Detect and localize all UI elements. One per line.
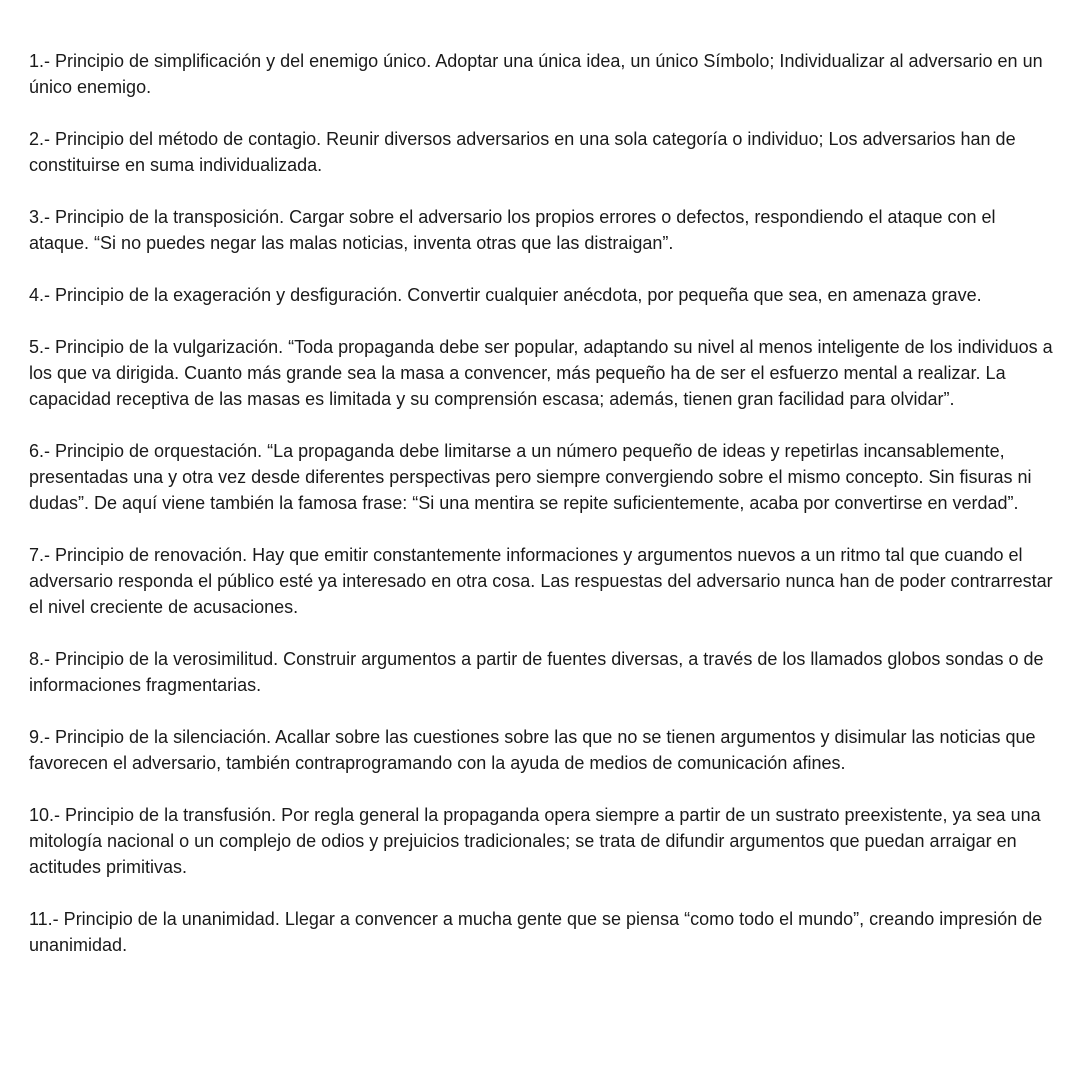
principle-8: 8.- Principio de la verosimilitud. Construir argumentos a partir de fuentes diversas, a través de los llamados globos sondas o de informaciones fragmentarias. [29, 649, 1044, 695]
principle-2: 2.- Principio del método de contagio. Reunir diversos adversarios en una sola categoría o individuo; Los adversarios han de constituirse en suma individualizada. [29, 129, 1016, 175]
principle-9: 9.- Principio de la silenciación. Acallar sobre las cuestiones sobre las que no se tienen argumentos y disimular las noticias que favorecen el adversario, también contraprogramando con la ayuda de medios de comunicación afines. [29, 727, 1036, 773]
principle-5: 5.- Principio de la vulgarización. “Toda propaganda debe ser popular, adaptando su nivel al menos inteligente de los individuos a los que va dirigida. Cuanto más grande sea la masa a convencer, más pequeño ha de ser el esfuerzo mental a realizar. La capacidad receptiva de las masas es limitada y su comprensión escasa; además, tienen gran facilidad para olvidar”. [29, 337, 1053, 409]
principle-1: 1.- Principio de simplificación y del enemigo único. Adoptar una única idea, un único Símbolo; Individualizar al adversario en un único enemigo. [29, 51, 1043, 97]
principle-10: 10.- Principio de la transfusión. Por regla general la propaganda opera siempre a partir de un sustrato preexistente, ya sea una mitología nacional o un complejo de odios y prejuicios tradicionales; se trata de difundir argumentos que puedan arraigar en actitudes primitivas. [29, 805, 1041, 877]
principle-11: 11.- Principio de la unanimidad. Llegar a convencer a mucha gente que se piensa “como todo el mundo”, creando impresión de unanimidad. [29, 909, 1043, 955]
principles-list [29, 48, 1056, 958]
principle-6: 6.- Principio de orquestación. “La propaganda debe limitarse a un número pequeño de ideas y repetirlas incansablemente, presentadas una y otra vez desde diferentes perspectivas pero siempre convergiendo sobre el mismo concepto. Sin fisuras ni dudas”. De aquí viene también la famosa frase: “Si una mentira se repite suficientemente, acaba por convertirse en verdad”. [29, 441, 1032, 513]
principle-7: 7.- Principio de renovación. Hay que emitir constantemente informaciones y argumentos nuevos a un ritmo tal que cuando el adversario responda el público esté ya interesado en otra cosa. Las respuestas del adversario nunca han de poder contrarrestar el nivel creciente de acusaciones. [29, 545, 1053, 617]
principle-4: 4.- Principio de la exageración y desfiguración. Convertir cualquier anécdota, por pequeña que sea, en amenaza grave. [29, 285, 982, 305]
principle-3: 3.- Principio de la transposición. Cargar sobre el adversario los propios errores o defectos, respondiendo el ataque con el ataque. “Si no puedes negar las malas noticias, inventa otras que las distraigan”. [29, 207, 996, 253]
